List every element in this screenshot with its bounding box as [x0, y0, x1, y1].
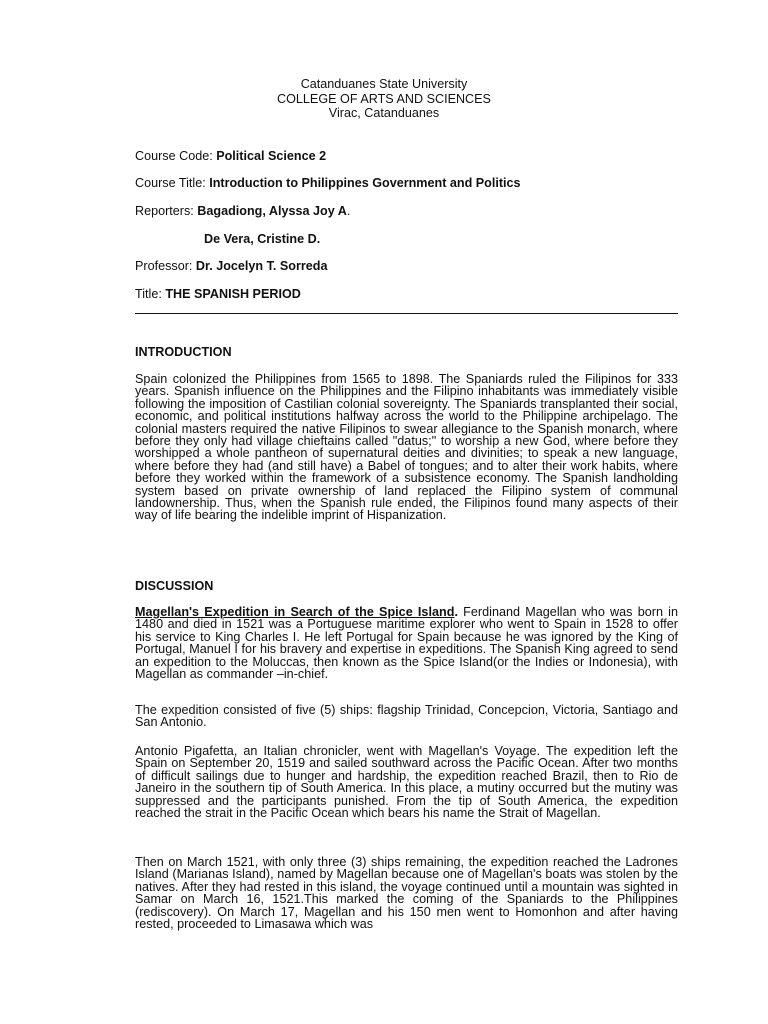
- reporter-2-line: [204, 232, 764, 246]
- title-line: [135, 287, 695, 301]
- professor-label: Professor:: [135, 259, 193, 273]
- college-name: COLLEGE OF ARTS AND SCIENCES: [277, 91, 491, 106]
- professor-line: [135, 259, 695, 273]
- course-title-label: Course Title:: [135, 176, 206, 190]
- university-name: Catanduanes State University: [300, 77, 468, 91]
- course-code-label: Course Code:: [135, 149, 213, 163]
- title-label: Title:: [135, 287, 162, 301]
- reporter-2: De Vera, Cristine D.: [204, 232, 321, 246]
- discussion-heading: DISCUSSION: [135, 579, 214, 593]
- title-value: THE SPANISH PERIOD: [165, 287, 301, 301]
- reporter-1: Bagadiong, Alyssa Joy A: [197, 204, 347, 218]
- magellan-expedition-lead: Magellan's Expedition in Search of the Spice Island: [135, 605, 455, 619]
- discussion-paragraph-3: Antonio Pigafetta, an Italian chronicler, went with Magellan's Voyage. The expedition left the Spain on September 20, 1519 and sailed southward across the Pacific Ocean. After two months of difficult sailings due to hunger and hardship, the expedition reached Brazil, then to Rio de Janeiro in the southern tip of South America. In this place, a mutiny occurred but the mutiny was suppressed and the participants punished. From the tip of South America, the expedition reached the strait in the Pacific Ocean which bears his name the Strait of Magellan.: [135, 744, 678, 821]
- horizontal-rule: [135, 313, 678, 314]
- discussion-paragraph-1: [135, 606, 678, 680]
- course-title-line: [135, 176, 695, 190]
- professor-value: Dr. Jocelyn T. Sorreda: [195, 259, 328, 273]
- introduction-heading: INTRODUCTION: [135, 345, 232, 359]
- discussion-paragraph-4: Then on March 1521, with only three (3) ships remaining, the expedition reached the Ladrones Island (Marianas Island), named by Magellan because one of Magellan's boats was stolen by the natives. After they had rested in this island, the voyage continued until a mountain was sighted in Samar on March 16, 1521.This marked the coming of the Spaniards to the Philippines (rediscovery). On March 17, Magellan and his 150 men went to Homonhon and after having rested, proceeded to Limasawa which was: [135, 855, 678, 932]
- discussion-paragraph-1-text: Ferdinand Magellan who was born in 1480 and died in 1521 was a Portuguese maritime explorer who went to Spain in 1528 to offer his service to King Charles I. He left Portugal for Spain because he was ignored by the King of Portugal, Manuel I for his bravery and expertise in expeditions. The Spanish King agreed to send an expedition to the Moluccas, then known as the Spice Island(or the Indies or Indonesia), with Magellan as commander –in-chief.: [135, 605, 679, 682]
- reporters-line: [135, 204, 695, 218]
- discussion-paragraph-2: The expedition consisted of five (5) ships: flagship Trinidad, Concepcion, Victoria, Santiago and San Antonio.: [135, 703, 678, 730]
- reporter-1-suffix: .: [346, 204, 351, 218]
- lead-punctuation: .: [454, 605, 458, 619]
- course-code-value: Political Science 2: [216, 149, 327, 163]
- introduction-paragraph: Spain colonized the Philippines from 1565 to 1898. The Spaniards ruled the Filipinos for 333 years. Spanish influence on the Philippines and the Filipino inhabitants was immediately visible following the imposition of Castilian colonial sovereignty. The Spaniards transplanted their social, economic, and political institutions halfway across the world to the Philippine archipelago. The colonial masters required the native Filipinos to swear allegiance to the Spanish monarch, where before they only had village chieftains called "datus;" to worship a new God, where before they worshipped a whole pantheon of supernatural deities and divinities; to speak a new language, where before they had (and still have) a Babel of tongues; and to alter their work habits, where before they worked within the framework of a subsistence economy. The Spanish landholding system based on private ownership of land replaced the Filipino system of communal landownership. Thus, when the Spanish rule ended, the Filipinos found many aspects of their way of life bearing the indelible imprint of Hispanization.: [135, 372, 678, 523]
- document-header: [0, 77, 768, 121]
- reporters-label: Reporters:: [135, 204, 194, 218]
- course-title-value: Introduction to Philippines Government and Politics: [209, 176, 521, 190]
- course-code-line: [135, 149, 695, 163]
- location: Virac, Catanduanes: [328, 106, 440, 120]
